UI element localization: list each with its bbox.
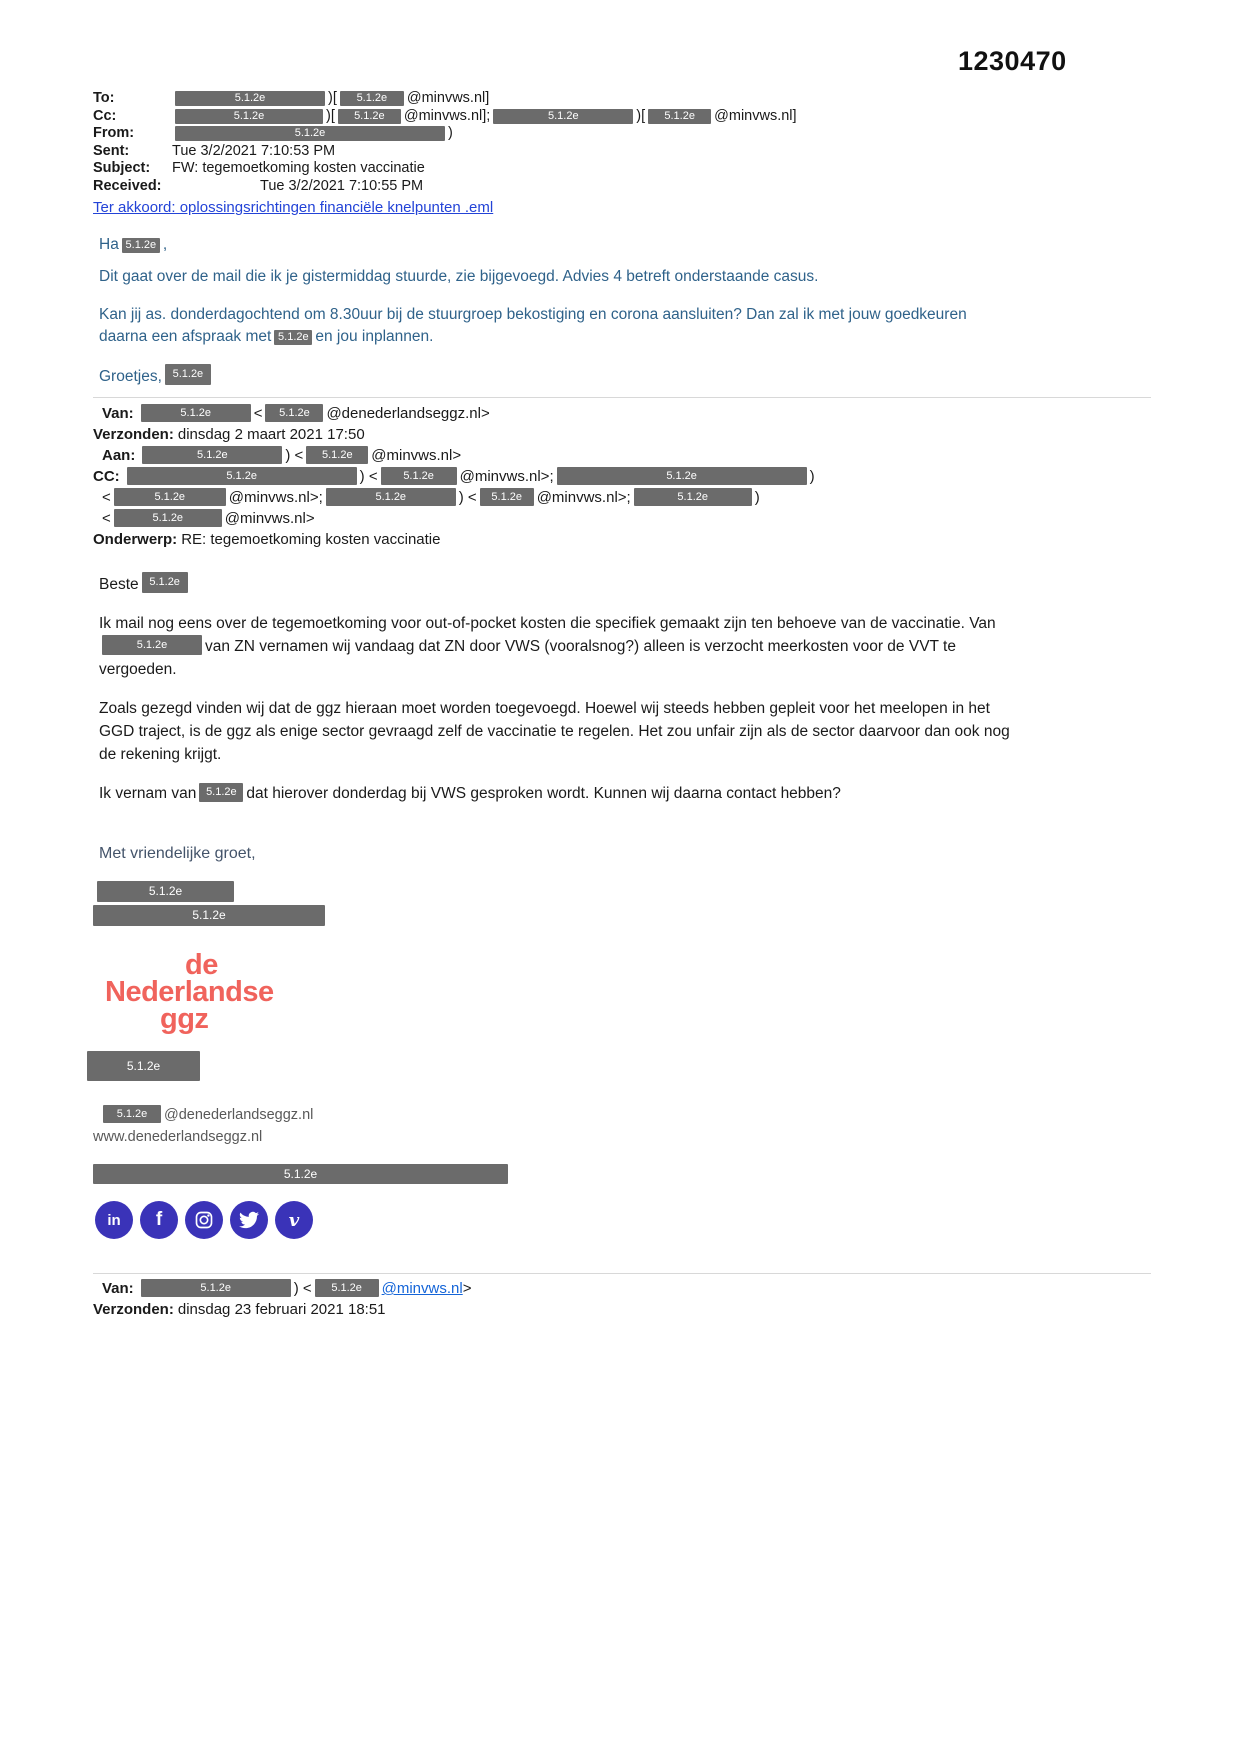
text-fragment: Zoals gezegd vinden wij dat de ggz hieraan moet worden toegevoegd. Hoewel wij steeds hebben gepleit voor het meelopen in het — [99, 700, 990, 717]
redaction-box: 5.1.2e — [141, 1279, 291, 1297]
text-fragment: Ik vernam van — [99, 785, 197, 802]
email2-body — [93, 572, 1151, 865]
text-fragment: @minvws.nl>; — [459, 468, 554, 485]
redaction-box: 5.1.2e — [165, 364, 211, 385]
redaction-box: 5.1.2e — [175, 126, 445, 141]
text-fragment: ) — [809, 468, 815, 485]
redaction-box: 5.1.2e — [122, 238, 160, 253]
text-fragment: ) < — [293, 1280, 312, 1297]
text-fragment: Kan jij as. donderdagochtend om 8.30uur bij de stuurgroep bekostiging en corona aansluiten? Dan zal ik met jouw goedkeuren — [99, 306, 967, 323]
redaction-box: 5.1.2e — [103, 1105, 161, 1123]
email1-header — [93, 90, 1151, 218]
text-fragment: ) — [448, 125, 453, 141]
text-fragment: Groetjes, — [99, 368, 162, 385]
redaction-box: 5.1.2e — [114, 509, 222, 527]
body-paragraph-1 — [99, 612, 1151, 681]
redaction-box: 5.1.2e — [306, 446, 368, 464]
redaction-box: 5.1.2e — [175, 91, 325, 106]
body-greeting — [99, 572, 1151, 596]
text-fragment: < — [253, 405, 263, 422]
text-fragment: ) — [754, 489, 760, 506]
text-fragment: GGD traject, is de ggz als enige sector gevraagd zelf de vaccinatie te regelen. Het zou unfair zijn als de sector daarvoor dan ook nog — [99, 723, 1010, 740]
field-label: Van: — [102, 405, 134, 422]
attachment-line — [93, 198, 1151, 218]
field-label: Subject: — [93, 160, 151, 176]
signature-email — [93, 1105, 1151, 1125]
redaction-box: 5.1.2e — [142, 572, 188, 593]
text-fragment: )[ — [636, 107, 646, 124]
text-fragment: @denederlandseggz.nl — [164, 1107, 314, 1123]
facebook-icon[interactable]: f — [140, 1201, 178, 1239]
text-fragment: Ik mail nog eens over de tegemoetkoming voor out-of-pocket kosten die specifiek gemaakt zijn ten behoeve van de vaccinatie. Van — [99, 615, 996, 632]
redaction-box: 5.1.2e — [381, 467, 457, 485]
signature-website[interactable]: www.denederlandseggz.nl — [93, 1129, 263, 1145]
text-fragment: dinsdag 2 maart 2021 17:50 — [177, 426, 365, 443]
text-fragment: de rekening krijgt. — [99, 746, 222, 763]
social-icons-row — [95, 1201, 1151, 1239]
text-fragment: < — [102, 489, 111, 506]
header-line-sent — [93, 143, 1151, 161]
field-label: To: — [93, 90, 115, 106]
text-fragment: )[ — [328, 90, 337, 106]
field-label: Cc: — [93, 107, 117, 124]
redaction-box: 5.1.2e — [93, 905, 325, 926]
redaction-box: 5.1.2e — [315, 1279, 379, 1297]
text-fragment: @minvws.nl>; — [228, 489, 323, 506]
body-paragraph-3 — [99, 782, 1151, 805]
redaction-box: 5.1.2e — [141, 404, 251, 422]
text-fragment: dat hierover donderdag bij VWS gesproken wordt. Kunnen wij daarna contact hebben? — [246, 785, 841, 802]
text-fragment: Beste — [99, 576, 139, 593]
text-fragment: FW: tegemoetkoming kosten vaccinatie — [172, 160, 425, 176]
header-line-from — [93, 125, 1151, 143]
text-fragment: ) < — [458, 489, 477, 506]
redaction-box: 5.1.2e — [340, 91, 404, 106]
divider — [93, 397, 1151, 398]
field-label: Aan: — [102, 447, 136, 464]
redaction-box: 5.1.2e — [648, 109, 711, 124]
text-fragment: van ZN vernamen wij vandaag dat ZN door VWS (vooralsnog?) alleen is verzocht meerkosten voor de VVT te — [205, 638, 956, 655]
reply-paragraph-2 — [99, 304, 1151, 348]
text-fragment: , — [162, 236, 168, 253]
text-fragment: @denederlandseggz.nl> — [326, 405, 490, 422]
attachment-link[interactable]: Ter akkoord: oplossingsrichtingen financiële knelpunten .eml — [93, 199, 494, 216]
field-label: CC: — [93, 468, 120, 485]
text-fragment: en jou inplannen. — [315, 328, 434, 345]
header-line-verzonden — [93, 1299, 1151, 1320]
redaction-box: 5.1.2e — [274, 330, 312, 345]
denederlandseggz-logo — [105, 949, 274, 1035]
field-label: Onderwerp: — [93, 531, 178, 548]
text-fragment: dinsdag 23 februari 2021 18:51 — [177, 1301, 386, 1318]
text-fragment: RE: tegemoetkoming kosten vaccinatie — [181, 531, 441, 548]
logo-line-2: Nederlandse — [105, 976, 274, 1008]
text-fragment: > — [462, 1280, 472, 1297]
text-fragment: daarna een afspraak met — [99, 328, 272, 345]
redaction-box: 5.1.2e — [199, 783, 243, 802]
field-label: Verzonden: — [93, 1301, 174, 1318]
text-fragment: @minvws.nl> — [371, 447, 462, 464]
text-fragment: ) < — [285, 447, 304, 464]
field-label: Sent: — [93, 142, 130, 159]
text-fragment: @minvws.nl>; — [536, 489, 631, 506]
email2-header — [93, 403, 1151, 550]
field-label: Van: — [102, 1280, 134, 1297]
header-line-cc — [93, 108, 1151, 126]
header-line-van — [93, 403, 1151, 424]
redaction-box: 5.1.2e — [557, 467, 807, 485]
reply-closing — [99, 364, 1151, 388]
header-line-subject — [93, 160, 1151, 178]
text-fragment: < — [102, 510, 111, 527]
logo-line-3: ggz — [160, 1003, 209, 1035]
field-label: Received: — [93, 177, 162, 194]
redaction-banner: 5.1.2e — [93, 1164, 508, 1184]
redaction-box: 5.1.2e — [127, 467, 357, 485]
vimeo-icon[interactable]: v — [275, 1201, 313, 1239]
redaction-box: 5.1.2e — [102, 635, 202, 655]
text-fragment: ) < — [359, 468, 378, 485]
spacer — [172, 189, 260, 190]
reply-paragraph-1 — [99, 266, 1151, 288]
header-line-cc-3 — [93, 508, 1151, 529]
reply-note — [99, 234, 1151, 388]
valediction: Met vriendelijke groet, — [99, 845, 256, 862]
field-label: From: — [93, 125, 135, 141]
email-signature — [93, 881, 1151, 1239]
email3-header — [93, 1278, 1151, 1320]
text-fragment: @minvws.nl> — [224, 510, 315, 527]
redaction-box: 5.1.2e — [480, 488, 534, 506]
header-line-cc-1 — [93, 466, 1151, 487]
text-fragment: Ha — [99, 236, 119, 253]
redaction-box: 5.1.2e — [114, 488, 226, 506]
redaction-box: 5.1.2e — [634, 488, 752, 506]
redaction-box: 5.1.2e — [175, 109, 323, 124]
header-line-verzonden — [93, 424, 1151, 445]
sender-email-link[interactable]: @minvws.nl — [381, 1280, 463, 1297]
text-fragment: Dit gaat over de mail die ik je gistermiddag stuurde, zie bijgevoegd. Advies 4 betreft onderstaande casus. — [99, 268, 819, 285]
divider — [93, 1273, 1151, 1274]
reply-greeting — [99, 234, 1151, 256]
twitter-icon[interactable] — [230, 1201, 268, 1239]
redaction-box: 5.1.2e — [326, 488, 456, 506]
header-line-van — [93, 1278, 1151, 1299]
text-fragment: @minvws.nl] — [714, 107, 797, 124]
header-line-onderwerp — [93, 529, 1151, 550]
linkedin-icon[interactable]: in — [95, 1201, 133, 1239]
text-fragment: )[ — [326, 107, 335, 124]
redaction-box: 5.1.2e — [87, 1051, 200, 1081]
redaction-box: 5.1.2e — [97, 881, 234, 902]
redaction-box: 5.1.2e — [493, 109, 633, 124]
redaction-box: 5.1.2e — [142, 446, 282, 464]
header-line-aan — [93, 445, 1151, 466]
header-line-cc-2 — [93, 487, 1151, 508]
header-line-received — [93, 178, 1151, 196]
text-fragment: vergoeden. — [99, 661, 177, 678]
text-fragment: Tue 3/2/2021 7:10:55 PM — [260, 177, 424, 194]
document-number: 1230470 — [958, 46, 1067, 76]
instagram-icon[interactable] — [185, 1201, 223, 1239]
logo-line-1: de — [185, 949, 218, 981]
field-label: Verzonden: — [93, 426, 174, 443]
text-fragment: Tue 3/2/2021 7:10:53 PM — [172, 142, 336, 159]
text-fragment: @minvws.nl] — [406, 90, 490, 106]
text-fragment: @minvws.nl]; — [403, 107, 491, 124]
body-paragraph-2 — [99, 697, 1151, 766]
redaction-box: 5.1.2e — [265, 404, 323, 422]
header-line-to — [93, 90, 1151, 108]
redaction-box: 5.1.2e — [338, 109, 401, 124]
